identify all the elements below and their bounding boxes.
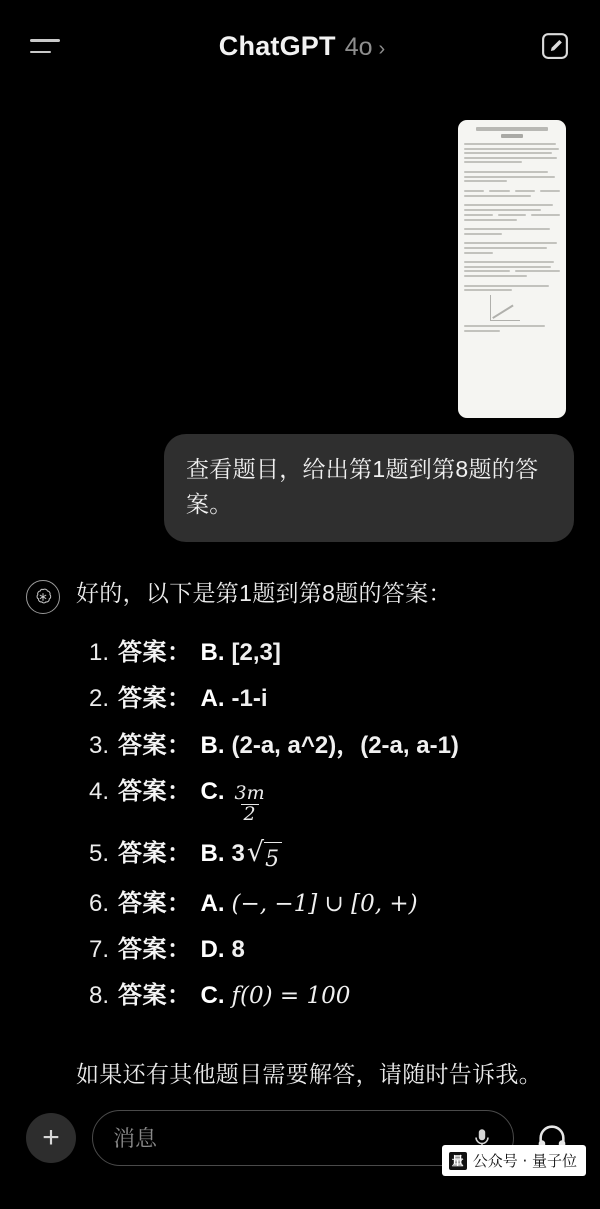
- assistant-outro-text: 如果还有其他题目需要解答，请随时告诉我。: [76, 1060, 542, 1087]
- answer-number: 1.: [88, 639, 109, 667]
- answer-choice: D.: [200, 935, 225, 963]
- attachment-row: [26, 120, 574, 418]
- list-item: [84, 682, 574, 716]
- answer-label: 答案：: [118, 777, 192, 805]
- answer-label: 答案：: [118, 981, 192, 1009]
- answer-label: 答案：: [118, 839, 192, 867]
- assistant-intro-text: 好的，以下是第1题到第8题的答案：: [76, 579, 452, 606]
- answer-number: 6.: [88, 889, 109, 917]
- list-item: [84, 837, 574, 875]
- answer-label: 答案：: [118, 935, 192, 963]
- list-item: [84, 979, 574, 1013]
- chat-title[interactable]: [219, 31, 385, 62]
- answer-choice: B.: [200, 639, 225, 667]
- answer-choice: A.: [200, 685, 225, 713]
- answer-value: 8: [231, 935, 245, 963]
- answer-number: 3.: [88, 731, 109, 759]
- answer-number: 4.: [88, 777, 109, 805]
- answer-value: -1-i: [231, 685, 268, 713]
- openai-logo-icon: [26, 580, 60, 614]
- answer-choice: C.: [200, 981, 225, 1009]
- attached-document-thumbnail[interactable]: [458, 120, 566, 418]
- radicand: 5: [264, 842, 282, 875]
- answer-number: 2.: [88, 685, 109, 713]
- list-item: [84, 636, 574, 670]
- answer-label: 答案：: [118, 731, 192, 759]
- list-item: [84, 729, 574, 763]
- answer-value-fraction: [232, 781, 268, 825]
- list-item: [84, 933, 574, 967]
- message-input-placeholder: 消息: [113, 1126, 158, 1152]
- assistant-message: [26, 576, 574, 1093]
- page-title: ChatGPT: [218, 30, 336, 61]
- answer-choice: C.: [200, 777, 225, 805]
- answer-number: 8.: [88, 981, 109, 1009]
- answer-number: 5.: [88, 839, 109, 867]
- answer-list: [84, 636, 574, 1013]
- answer-value: (−, −1] ∪ [0, +): [231, 890, 418, 917]
- app-header: [0, 0, 600, 92]
- answer-value: f(0) = 100: [231, 982, 351, 1009]
- hamburger-menu-icon[interactable]: [30, 33, 64, 59]
- sqrt-coefficient: 3: [231, 839, 245, 867]
- radical-sign: √: [246, 836, 265, 868]
- watermark: [442, 1145, 586, 1176]
- answer-value: [2,3]: [231, 639, 281, 667]
- compose-icon[interactable]: [540, 31, 570, 61]
- model-label: 4o: [344, 32, 373, 61]
- answer-label: 答案：: [118, 639, 192, 667]
- answer-value-sqrt: [246, 836, 282, 875]
- answer-value: (2-a, a^2)，(2-a, a-1): [231, 731, 459, 759]
- conversation-area: [0, 92, 600, 1093]
- answer-label: 答案：: [118, 685, 192, 713]
- answer-number: 7.: [88, 935, 109, 963]
- watermark-logo: 量: [449, 1152, 467, 1170]
- chevron-right-icon: ›: [378, 37, 386, 60]
- answer-choice: B.: [200, 839, 225, 867]
- list-item: [84, 887, 574, 921]
- fraction-numerator: 3m: [234, 781, 265, 804]
- answer-label: 答案：: [118, 889, 192, 917]
- answer-choice: B.: [200, 731, 225, 759]
- answer-choice: A.: [200, 889, 225, 917]
- list-item: [84, 775, 574, 825]
- add-attachment-button[interactable]: +: [26, 1113, 76, 1163]
- fraction-denominator: 2: [241, 804, 259, 825]
- user-message-bubble: 查看题目，给出第1题到第8题的答案。: [164, 434, 574, 542]
- watermark-text: 公众号 · 量子位: [472, 1152, 577, 1170]
